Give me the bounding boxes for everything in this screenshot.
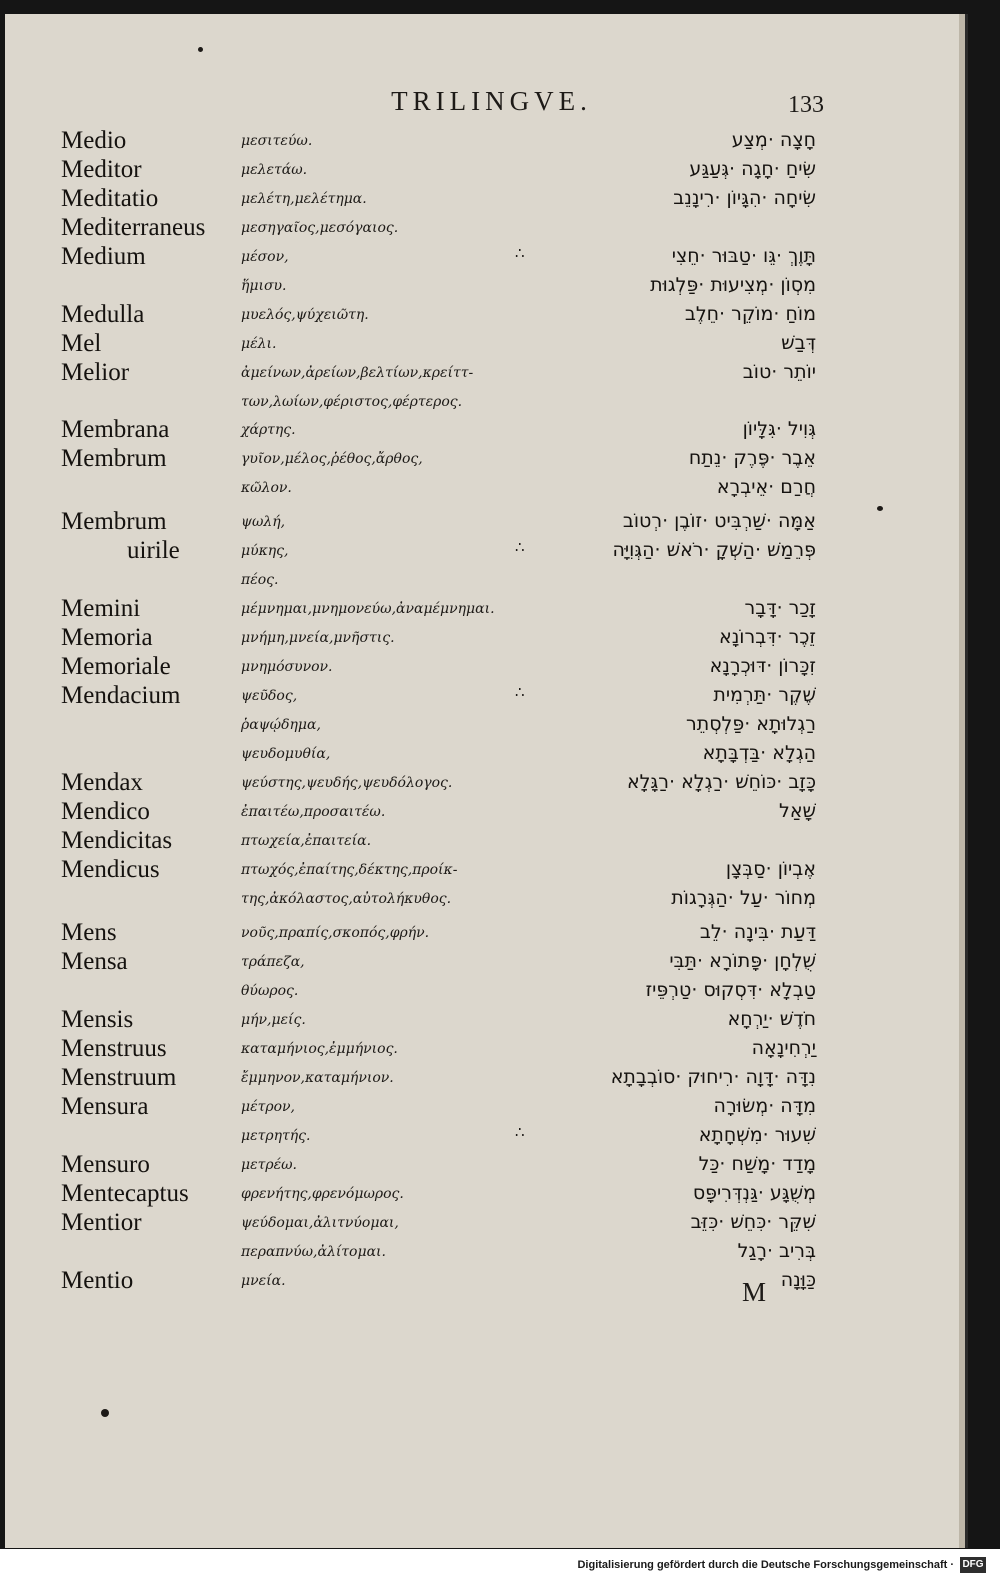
hebrew-gloss: יַרְחִינָאָה <box>751 1037 816 1059</box>
greek-gloss: κῶλον. <box>241 480 292 496</box>
latin-headword: Mensura <box>61 1093 149 1120</box>
dictionary-entry <box>5 739 968 768</box>
greek-gloss: μύκης, <box>241 543 289 559</box>
dictionary-entry <box>5 126 968 155</box>
latin-headword: Meditor <box>61 156 142 183</box>
greek-gloss: ἀμείνων,ἀρείων,βελτίων,κρείττ- <box>241 365 474 381</box>
greek-gloss: τράπεζα, <box>241 954 305 970</box>
hebrew-gloss: מְחוֹר ·עַל ·הַגְּרָגוֹת <box>671 887 816 909</box>
latin-headword: Mentecaptus <box>61 1180 189 1207</box>
dictionary-entry <box>5 507 968 536</box>
latin-headword: Mendacium <box>61 682 181 709</box>
dictionary-entry <box>5 329 968 358</box>
greek-gloss: μνεία. <box>241 1273 286 1289</box>
hebrew-gloss: מְשֻׁגָּע ·גַּנְדְּרִיפָּס <box>692 1182 816 1204</box>
greek-gloss: μελετάω. <box>241 162 308 178</box>
dictionary-entry <box>5 1092 968 1121</box>
hebrew-gloss: אַמָּה ·שַׁרְבִּיט ·זוֹבֶן ·רְטוֹב <box>622 510 816 532</box>
dictionary-entry <box>5 1121 968 1150</box>
hebrew-gloss: נִדָּה ·דָּוָה ·רִיחוּק ·סוֹבְבָתָא <box>610 1066 816 1088</box>
latin-headword: Menstruum <box>61 1064 177 1091</box>
greek-gloss: πτωχεία,ἐπαιτεία. <box>241 833 372 849</box>
triple-dot-mark: ∴ <box>515 683 525 701</box>
dictionary-entry <box>5 444 968 473</box>
latin-headword: Mendax <box>61 769 143 796</box>
footer-credit: Digitalisierung gefördert durch die Deutsche Forschungsgemeinschaft · <box>577 1559 954 1571</box>
latin-headword: Medio <box>61 127 127 154</box>
greek-gloss: μελέτη,μελέτημα. <box>241 191 367 207</box>
dictionary-entry <box>5 184 968 213</box>
greek-gloss: μνημόσυνον. <box>241 659 333 675</box>
hebrew-gloss: אֵבֶר ·פֶּרֶק ·נֵתַח <box>688 447 816 469</box>
greek-gloss: χάρτης. <box>241 422 296 438</box>
greek-gloss: μνήμη,μνεία,μνῆστις. <box>241 630 395 646</box>
dictionary-entry <box>5 242 968 271</box>
latin-headword: Mens <box>61 919 117 946</box>
hebrew-gloss: גְּוִיל ·גִּלָּיוֹן <box>742 418 816 440</box>
dictionary-entry <box>5 1063 968 1092</box>
dictionary-entry <box>5 855 968 884</box>
ink-dot-right <box>877 506 883 511</box>
triple-dot-mark: ∴ <box>515 244 525 262</box>
latin-headword: Membrum <box>61 445 167 472</box>
hebrew-gloss: שִׂיחַ ·חָגָה ·גְּעַגַּע <box>689 158 816 180</box>
ink-dot-top <box>198 47 203 52</box>
greek-gloss: μετρέω. <box>241 1157 297 1173</box>
dictionary-entry <box>5 710 968 739</box>
hebrew-gloss: תָּוֶךְ ·גֵּו ·טַבּוּר ·חֵצִי <box>671 245 816 267</box>
greek-gloss: ψεῦδος, <box>241 688 298 704</box>
greek-gloss: ἥμισυ. <box>241 278 287 294</box>
dictionary-entry <box>5 594 968 623</box>
dictionary-entry <box>5 884 968 913</box>
latin-headword: Memini <box>61 595 141 622</box>
dictionary-entry <box>5 536 968 565</box>
dictionary-entry <box>5 1237 968 1266</box>
hebrew-gloss: חֲרַם ·אֵיבְרָא <box>716 476 816 498</box>
latin-headword: Medulla <box>61 301 145 328</box>
greek-gloss: περαπνύω,ἀλίτομαι. <box>241 1244 386 1260</box>
latin-headword: Menstruus <box>61 1035 167 1062</box>
greek-gloss: ψεύδομαι,ἀλιτνύομαι, <box>241 1215 399 1231</box>
hebrew-gloss: חֹדֶשׁ ·יַרְחָא <box>727 1008 816 1030</box>
hebrew-gloss: פְּרֵמַשׁ ·הַשְׁקָ ·רֹאשׁ ·הַגְּוִיָּה <box>612 539 816 561</box>
latin-headword: Mentio <box>61 1267 134 1294</box>
dictionary-entry <box>5 155 968 184</box>
greek-gloss: μετρητής. <box>241 1128 311 1144</box>
latin-headword: Mediterraneus <box>61 214 206 241</box>
greek-gloss: φρενήτης,φρενόμωρος. <box>241 1186 404 1202</box>
dictionary-entry <box>5 976 968 1005</box>
hebrew-gloss: זִכָּרוֹן ·דּוּכְרָנָא <box>709 655 816 677</box>
greek-gloss: ψωλή, <box>241 514 286 530</box>
hebrew-gloss: שִׂיחָה ·הִגָּיוֹן ·רִינָנֵב <box>673 187 816 209</box>
latin-headword: Mendicitas <box>61 827 173 854</box>
dictionary-entry <box>5 565 968 594</box>
footer-bar <box>0 1549 1000 1583</box>
greek-gloss: ῥαψῴδημα, <box>241 717 321 733</box>
hebrew-gloss: שֶׁקֶר ·תַּרְמִית <box>713 684 816 706</box>
hebrew-gloss: אֶבְיוֹן ·סַבְּצָן <box>725 858 816 880</box>
folio-number: 133 <box>788 92 824 118</box>
dictionary-entry <box>5 1005 968 1034</box>
dictionary-entry <box>5 652 968 681</box>
hebrew-gloss: דַּעַת ·בִּינָה ·לֵב <box>699 921 816 943</box>
greek-gloss: μυελός,ψύχειῶτη. <box>241 307 369 323</box>
dictionary-entry <box>5 271 968 300</box>
greek-gloss: ψεύστης,ψευδής,ψευδόλογος. <box>241 775 453 791</box>
dictionary-entry <box>5 1179 968 1208</box>
hebrew-gloss: בְּרִיב ·רָגַל <box>737 1240 816 1262</box>
greek-gloss: ψευδομυθία, <box>241 746 331 762</box>
latin-headword: Mensuro <box>61 1151 150 1178</box>
greek-gloss: ἔμμηνον,καταμήνιον. <box>241 1070 394 1086</box>
latin-headword: Memoria <box>61 624 153 651</box>
latin-headword: Mendicus <box>61 856 160 883</box>
dictionary-entry <box>5 358 968 387</box>
triple-dot-mark: ∴ <box>515 1123 525 1141</box>
hebrew-gloss: מִדָּה ·מְשׂוּרָה <box>713 1095 816 1117</box>
latin-headword: Membrana <box>61 416 170 443</box>
dictionary-entry <box>5 918 968 947</box>
hebrew-gloss: שִׁקֵּר ·כִּחֵשׁ ·כִּזֵּב <box>690 1211 816 1233</box>
greek-gloss: γυῖον,μέλος,ῥέθος,ἄρθος, <box>241 451 423 467</box>
greek-gloss: της,ἀκόλαστος,αὐτολήκυθος. <box>241 891 452 907</box>
greek-gloss: μέτρον, <box>241 1099 295 1115</box>
latin-headword: uirile <box>127 537 180 564</box>
dictionary-entry <box>5 826 968 855</box>
hebrew-gloss: הַגְלָא ·בַּדְבָּתָא <box>702 742 816 764</box>
latin-headword: Mel <box>61 330 102 357</box>
greek-gloss: πέος. <box>241 572 279 588</box>
latin-headword: Meditatio <box>61 185 159 212</box>
greek-gloss: μέλι. <box>241 336 277 352</box>
greek-gloss: μεσιτεύω. <box>241 133 313 149</box>
hebrew-gloss: זָכַר ·דָּבָר <box>744 597 816 619</box>
latin-headword: Medium <box>61 243 146 270</box>
triple-dot-mark: ∴ <box>515 538 525 556</box>
latin-headword: Mentior <box>61 1209 142 1236</box>
hebrew-gloss: שָׁאַל <box>779 800 816 822</box>
hebrew-gloss: מוֹחַ ·מוֹקֵר ·חֵלֶב <box>684 303 816 325</box>
latin-headword: Membrum <box>61 508 167 535</box>
dictionary-entry <box>5 300 968 329</box>
dictionary-entry <box>5 768 968 797</box>
latin-headword: Melior <box>61 359 130 386</box>
latin-headword: Mendico <box>61 798 150 825</box>
hebrew-gloss: רַגְלוּתָא ·פַּלְסְתֵר <box>685 713 816 735</box>
greek-gloss: ἐπαιτέω,προσαιτέω. <box>241 804 386 820</box>
latin-headword: Memoriale <box>61 653 171 680</box>
greek-gloss: θύωρος. <box>241 983 299 999</box>
dictionary-entry <box>5 947 968 976</box>
dictionary-entry <box>5 797 968 826</box>
dictionary-entry <box>5 1150 968 1179</box>
dictionary-entry <box>5 415 968 444</box>
dfg-logo: DFG <box>960 1557 986 1573</box>
dictionary-entry <box>5 623 968 652</box>
greek-gloss: καταμήνιος,ἐμμήνιος. <box>241 1041 398 1057</box>
greek-gloss: μεσηγαῖος,μεσόγαιος. <box>241 220 399 236</box>
greek-gloss: νοῦς,πραπίς,σκοπός,φρήν. <box>241 925 430 941</box>
latin-headword: Mensis <box>61 1006 134 1033</box>
dictionary-entry <box>5 473 968 502</box>
book-page <box>5 14 968 1548</box>
greek-gloss: των,λωίων,φέριστος,φέρτερος. <box>241 394 463 410</box>
greek-gloss: πτωχός,ἐπαίτης,δέκτης,προίκ- <box>241 862 458 878</box>
hebrew-gloss: מִסְוֹן ·מְצִיעוּת ·פַּלְגוּת <box>650 274 816 296</box>
dictionary-entry <box>5 1208 968 1237</box>
hebrew-gloss: זֵכֶר ·דִּבְרוֹנָא <box>719 626 816 648</box>
catchword: M <box>742 1277 767 1307</box>
dictionary-entry <box>5 1266 968 1295</box>
hebrew-gloss: כַּוָּנָה <box>780 1269 816 1291</box>
hebrew-gloss: שִׁעוּר ·מִשְׁחָתָא <box>698 1124 816 1146</box>
dictionary-entry <box>5 387 968 416</box>
dictionary-entry <box>5 213 968 242</box>
ink-dot-bottom <box>101 1409 109 1417</box>
greek-gloss: μέσον, <box>241 249 289 265</box>
hebrew-gloss: יוֹתֵר ·טוֹב <box>742 361 816 383</box>
hebrew-gloss: כָּזָב ·כּוֹחֵשׁ ·רַגְלָא ·רַגָּלָא <box>626 771 816 793</box>
dictionary-entry <box>5 1034 968 1063</box>
latin-headword: Mensa <box>61 948 128 975</box>
running-head: TRILINGVE. <box>391 86 592 116</box>
hebrew-gloss: טַבְלָא ·דִּסְקוּס ·טַרְפֵּיז <box>645 979 816 1001</box>
greek-gloss: μέμνημαι,μνημονεύω,ἀναμέμνημαι. <box>241 601 495 617</box>
dictionary-entry <box>5 681 968 710</box>
greek-gloss: μήν,μείς. <box>241 1012 306 1028</box>
hebrew-gloss: חָצָה ·מְצַע <box>731 129 816 151</box>
hebrew-gloss: מָדַד ·מָשַׁח ·כַּל <box>698 1153 816 1175</box>
hebrew-gloss: דְּבַשׁ <box>781 332 816 354</box>
hebrew-gloss: שֻׁלְחָן ·פָּתוֹרָא ·תַּבִּי <box>669 950 816 972</box>
